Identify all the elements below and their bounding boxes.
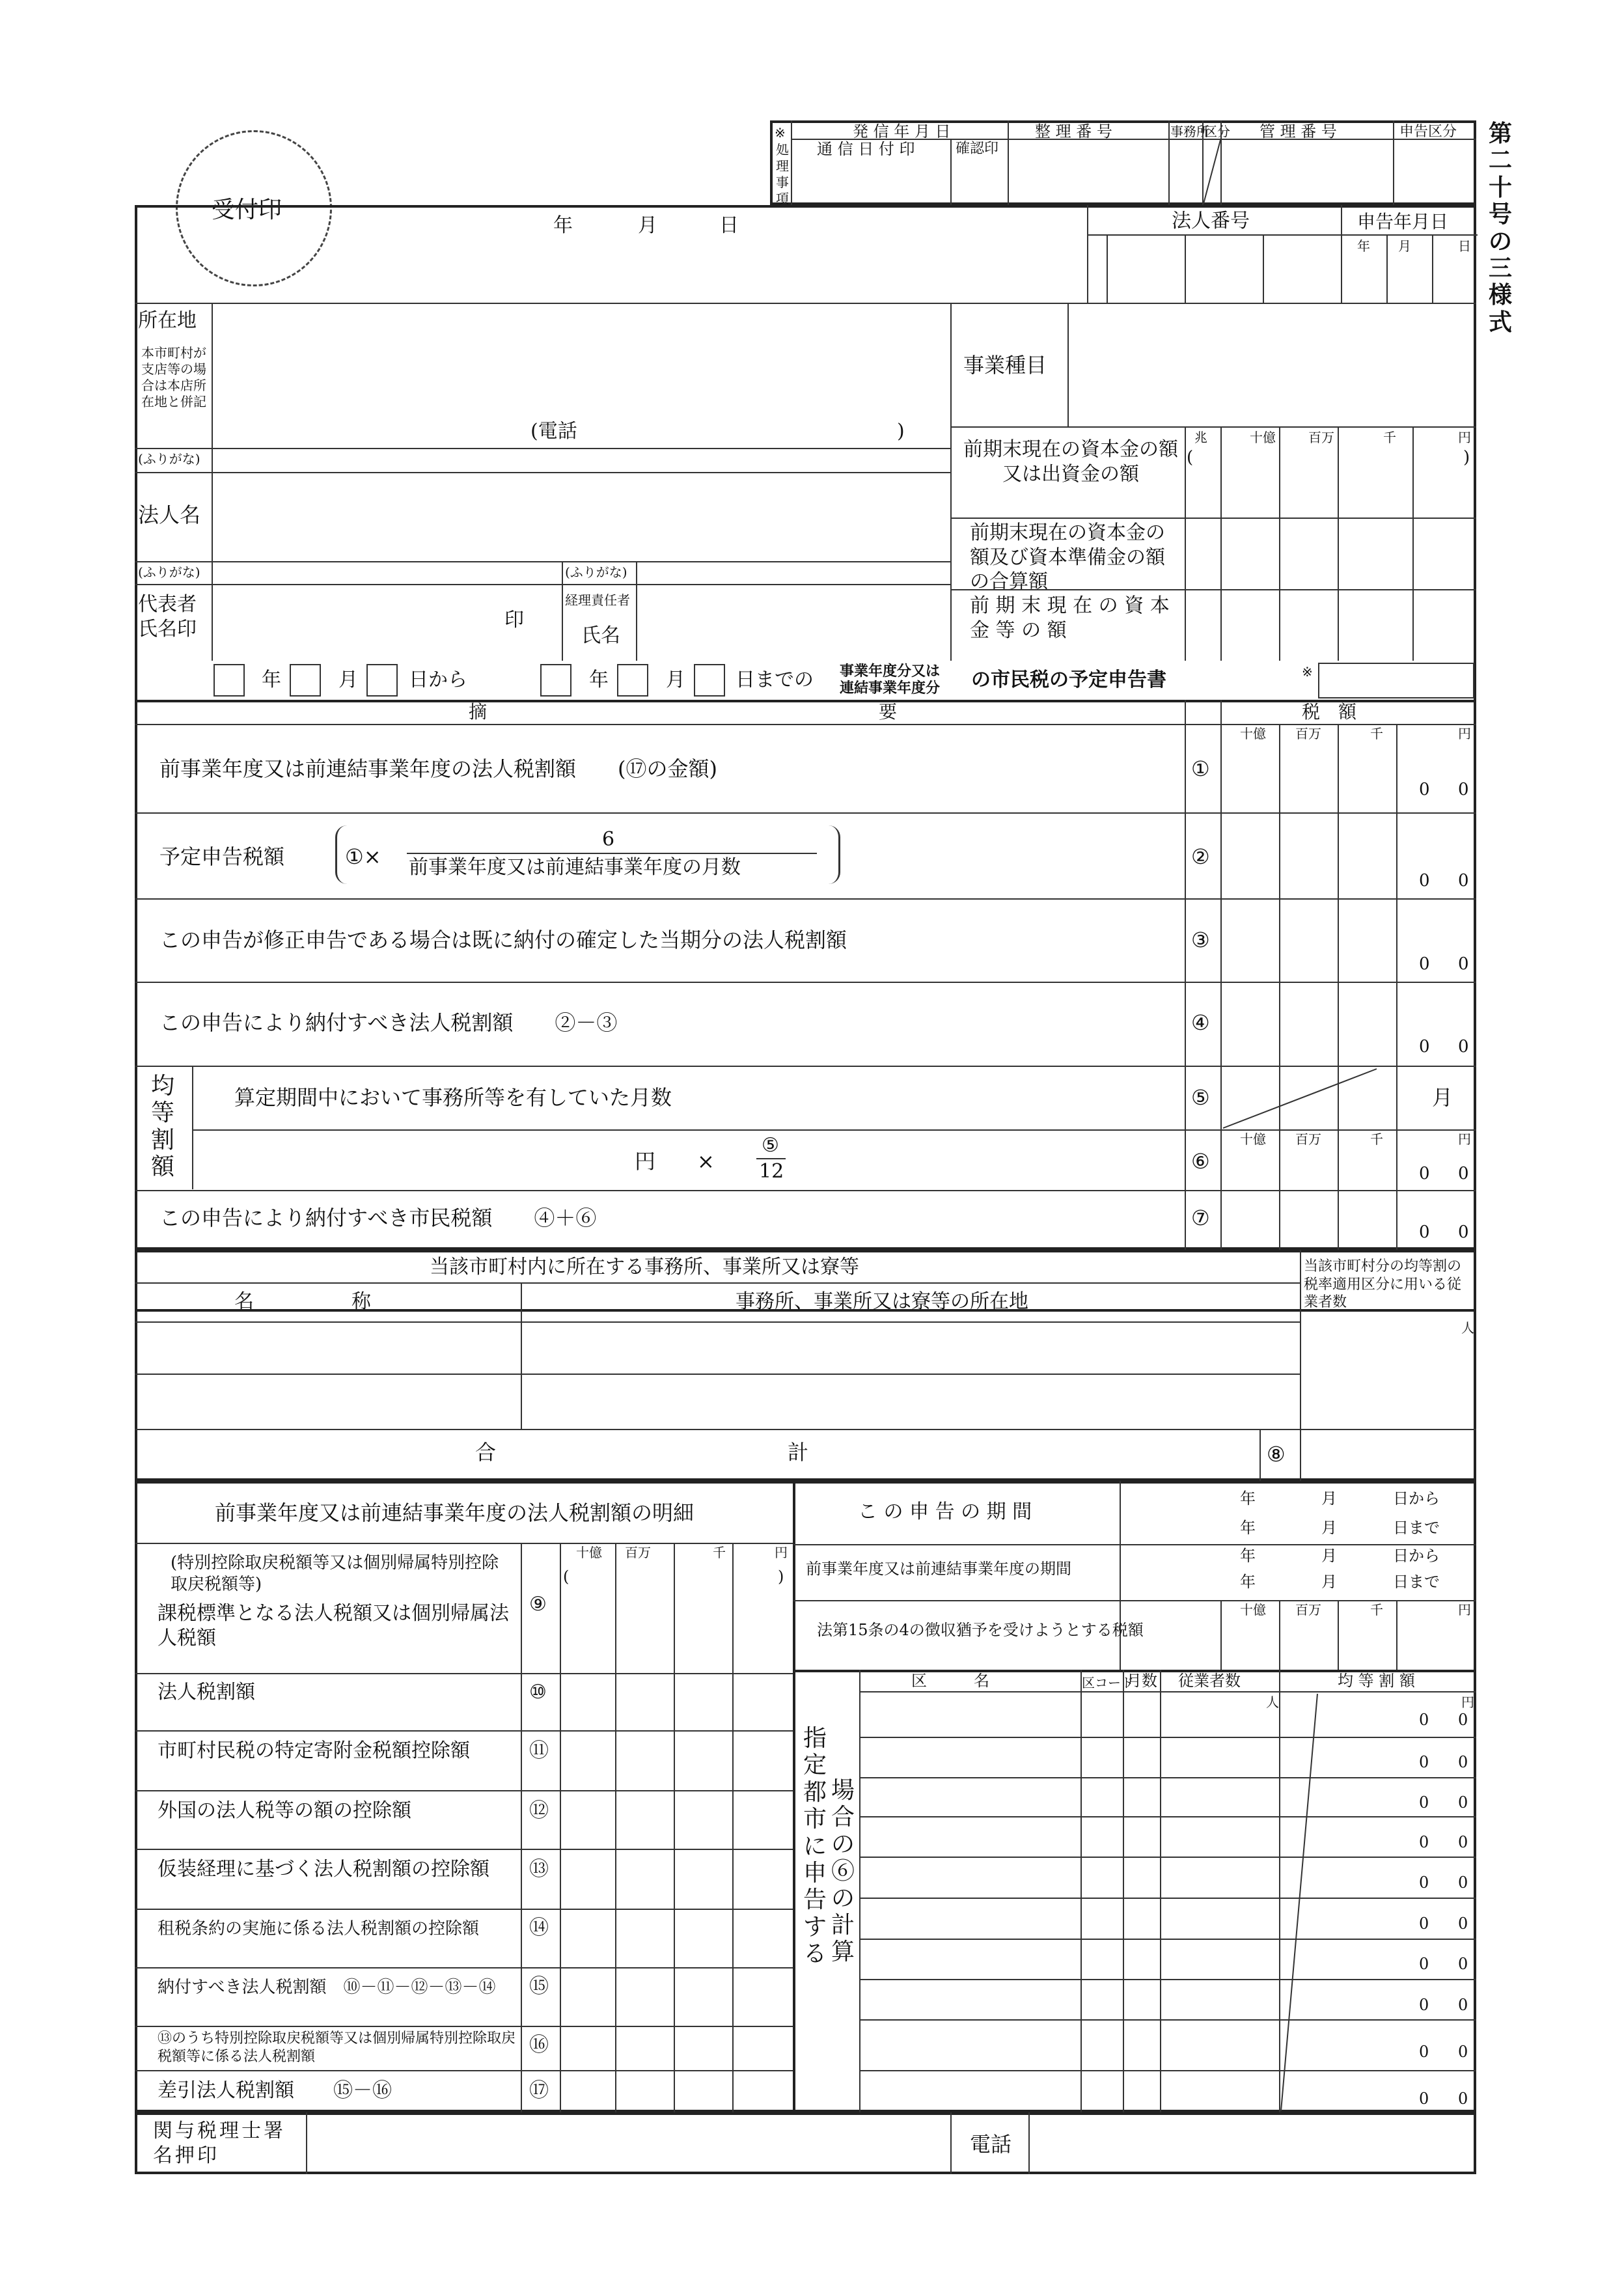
capital-paren-open: ( <box>1187 448 1194 467</box>
row12-no: ⑫ <box>529 1799 549 1822</box>
seiri-label: 整 理 番 号 <box>1035 122 1112 141</box>
period-office-box[interactable] <box>1318 663 1474 698</box>
office-label: 処理事項 <box>776 142 789 206</box>
seal-mark: 印 <box>504 609 524 631</box>
row6-yen-field[interactable] <box>195 1133 625 1188</box>
acct-label: 経理責任者 <box>565 592 630 608</box>
row17-text: 差引法人税割額 ⑮－⑯ <box>158 2079 392 2102</box>
row2-text: 予定申告税額 <box>159 844 285 869</box>
row3-zero-b: 0 <box>1458 954 1469 974</box>
row6-text: 円 × <box>635 1149 715 1174</box>
row13-amount[interactable] <box>562 1851 791 1906</box>
filing-d: 日 <box>1458 238 1471 254</box>
row16-amount[interactable] <box>562 2028 791 2068</box>
period-from-year-box[interactable] <box>213 664 245 697</box>
row1-no: ① <box>1191 756 1210 781</box>
row14-amount[interactable] <box>562 1911 791 1966</box>
city-col-code: 区コード <box>1082 1675 1134 1691</box>
row7-no: ⑦ <box>1191 1206 1210 1230</box>
deferral-unit-juoku: 十億 <box>1240 1602 1266 1618</box>
capital3-label: 前 期 末 現 在 の 資 本 金 等 の 額 <box>970 594 1170 642</box>
city-r8-zero-a: 0 <box>1419 1996 1429 2014</box>
period-from-m: 月 <box>338 669 358 691</box>
row6-unit-sen: 千 <box>1370 1131 1383 1147</box>
prev-to-m: 月 <box>1321 1573 1337 1591</box>
offices-total-emp[interactable] <box>1302 1431 1474 1479</box>
shinkoku-kubun-label: 申告区分 <box>1399 124 1457 140</box>
offices-addr-col: 事務所、事業所又は寮等の所在地 <box>736 1290 1028 1313</box>
row15-no: ⑮ <box>529 1975 549 1998</box>
row12-amount[interactable] <box>562 1792 791 1847</box>
city-r5-zero-b: 0 <box>1458 1873 1468 1892</box>
tsushin-label: 通 信 日 付 印 <box>817 140 915 158</box>
row2-amount[interactable] <box>1222 815 1474 896</box>
prev-from-suffix: 日から <box>1393 1547 1440 1565</box>
city-yen-unit: 円 <box>1461 1694 1474 1710</box>
this-to-m: 月 <box>1321 1519 1337 1537</box>
unit-hyakuman: 百万 <box>1308 430 1334 445</box>
row9-text: 課税標準となる法人税額又は個別帰属法人税額 <box>158 1602 509 1650</box>
row10-text: 法人税割額 <box>158 1681 255 1704</box>
row1-text: 前事業年度又は前連結事業年度の法人税割額 (⑰の金額) <box>159 756 717 781</box>
this-from-m: 月 <box>1321 1489 1337 1508</box>
kubun-small-label: 区分 <box>1204 124 1230 139</box>
period-to-year-box[interactable] <box>540 664 571 697</box>
kintou-label: 均等割額 <box>150 1073 174 1181</box>
accountant-label: 関与税理士署名押印 <box>153 2120 286 2167</box>
row4-amount[interactable] <box>1222 984 1474 1062</box>
capital2-field[interactable] <box>1186 519 1475 588</box>
row9-amount[interactable] <box>562 1562 791 1670</box>
offices-no8: ⑧ <box>1267 1442 1286 1467</box>
offices-emp-col: 当該市町村分の均等割の税率適用区分に用いる従業者数 <box>1304 1258 1462 1310</box>
corp-name-field[interactable] <box>213 474 949 559</box>
stamp-label: 受付印 <box>212 197 282 223</box>
capital2-label: 前期末現在の資本金の額及び資本準備金の額の合算額 <box>970 521 1165 593</box>
city-r7-zero-a: 0 <box>1419 1955 1429 1973</box>
rep-name-field[interactable] <box>213 586 558 659</box>
offices-title: 当該市町村内に所在する事務所、事業所又は寮等 <box>430 1256 859 1278</box>
business-field[interactable] <box>1071 306 1474 423</box>
row6-zero-b: 0 <box>1458 1164 1469 1183</box>
row7-text: この申告により納付すべき市民税額 ④＋⑥ <box>159 1206 597 1230</box>
tax-unit-juoku: 十億 <box>1240 726 1266 741</box>
city-vert-label2: 場合の⑥の計算 <box>831 1777 855 1966</box>
row5-month-unit: 月 <box>1432 1085 1453 1110</box>
acct-name-field[interactable] <box>638 586 949 659</box>
prev-to-suffix: 日まで <box>1393 1573 1440 1591</box>
row1-zero-b: 0 <box>1458 780 1469 799</box>
row10-no: ⑩ <box>529 1681 547 1704</box>
row4-text: この申告により納付すべき法人税割額 ②－③ <box>159 1010 618 1035</box>
col-zei: 税 額 <box>1302 701 1357 723</box>
offices-person-unit: 人 <box>1461 1320 1474 1336</box>
row10-amount[interactable] <box>562 1675 791 1728</box>
prev-period-label: 前事業年度又は前連結事業年度の期間 <box>806 1560 1071 1578</box>
offices-name-col: 名 称 <box>234 1290 371 1313</box>
city-r3-zero-b: 0 <box>1458 1793 1468 1812</box>
kanri-label: 管 理 番 号 <box>1259 122 1337 141</box>
row4-zero-a: 0 <box>1419 1037 1430 1057</box>
city-r6-zero-a: 0 <box>1419 1914 1429 1933</box>
deferral-label: 法第15条の4の徴収猶予を受けようとする税額 <box>817 1621 1144 1639</box>
row3-zero-a: 0 <box>1419 954 1430 974</box>
phone-close: ) <box>897 420 905 443</box>
accountant-phone-label: 電話 <box>970 2132 1012 2157</box>
row3-amount[interactable] <box>1222 901 1474 979</box>
tax-unit-en: 円 <box>1458 726 1471 741</box>
tax-unit-sen: 千 <box>1370 726 1383 741</box>
row16-no: ⑯ <box>529 2034 549 2056</box>
row3-no: ③ <box>1191 928 1210 952</box>
deferral-amount[interactable] <box>1123 1618 1474 1668</box>
capital3-field[interactable] <box>1186 591 1475 659</box>
unit-juoku: 十億 <box>1250 430 1276 445</box>
prev-period-field[interactable] <box>1123 1546 1474 1598</box>
city-rows-field[interactable] <box>861 1693 1474 2110</box>
period-to-month-box[interactable] <box>617 664 648 697</box>
this-from-y: 年 <box>1240 1489 1256 1508</box>
city-col-ku: 区 名 <box>911 1672 989 1690</box>
city-col-kintou: 均 等 割 額 <box>1338 1672 1415 1690</box>
row6-frac-den: 12 <box>759 1160 784 1183</box>
period-to-suffix: 日までの <box>736 669 814 691</box>
header-year: 年 <box>553 214 573 237</box>
row3-text: この申告が修正申告である場合は既に納付の確定した当期分の法人税割額 <box>159 928 847 952</box>
row1-amount[interactable] <box>1222 742 1474 807</box>
row11-amount[interactable] <box>562 1732 791 1788</box>
city-col-emp: 従業者数 <box>1178 1672 1241 1690</box>
col-tekiyo1: 摘 <box>469 701 488 723</box>
city-r10-zero-b: 0 <box>1458 2090 1468 2108</box>
city-r10-zero-a: 0 <box>1419 2090 1429 2108</box>
deferral-unit-sen: 千 <box>1370 1602 1383 1618</box>
address-field[interactable] <box>213 306 949 423</box>
deferral-unit-hyakuman: 百万 <box>1295 1602 1321 1618</box>
row15-text: 納付すべき法人税割額 ⑩－⑪－⑫－⑬－⑭ <box>158 1978 496 1997</box>
row11-no: ⑪ <box>529 1739 549 1762</box>
city-r2-zero-a: 0 <box>1419 1753 1429 1771</box>
corp-number-label: 法人番号 <box>1172 210 1250 232</box>
row4-no: ④ <box>1191 1010 1210 1035</box>
unit-en: 円 <box>1458 430 1471 445</box>
tax-unit-hyakuman: 百万 <box>1295 726 1321 741</box>
acct-name-label: 氏名 <box>581 624 620 647</box>
this-period-field[interactable] <box>1123 1484 1474 1543</box>
this-to-y: 年 <box>1240 1519 1256 1537</box>
furigana-rep: (ふりがな) <box>138 564 200 580</box>
capital1-label: 前期末現在の資本金の額又は出資金の額 <box>963 438 1178 486</box>
formula-numerator: 6 <box>602 828 615 851</box>
city-r7-zero-b: 0 <box>1458 1955 1468 1973</box>
period-type2: 連結事業年度分 <box>840 680 941 697</box>
row6-unit-hyakuman: 百万 <box>1295 1131 1321 1147</box>
office-row2-addr[interactable] <box>523 1375 1299 1428</box>
prev-from-y: 年 <box>1240 1547 1256 1565</box>
furigana-corp: (ふりがな) <box>138 451 200 467</box>
row1-zero-a: 0 <box>1419 780 1430 799</box>
row5-slash <box>1222 1068 1378 1129</box>
row14-no: ⑭ <box>529 1916 549 1939</box>
detail-unit-juoku: 十億 <box>576 1545 602 1560</box>
unit-cho: 兆 <box>1194 430 1207 445</box>
unit-sen: 千 <box>1383 430 1396 445</box>
corp-number-field[interactable] <box>1107 234 1341 303</box>
prev-to-y: 年 <box>1240 1573 1256 1591</box>
row5-text: 算定期間中において事務所等を有していた月数 <box>234 1085 672 1110</box>
detail-unit-sen: 千 <box>713 1545 726 1560</box>
city-r8-zero-b: 0 <box>1458 1996 1468 2014</box>
filing-m: 月 <box>1398 238 1411 254</box>
row7-amount[interactable] <box>1222 1193 1474 1248</box>
form-title: の市民税の予定申告書 <box>971 669 1166 691</box>
form-id: 第二十号の三様式 <box>1488 120 1512 336</box>
formula-prefix: ①× <box>345 844 381 869</box>
row15-amount[interactable] <box>562 1969 791 2024</box>
city-r6-zero-b: 0 <box>1458 1914 1468 1933</box>
city-r9-zero-a: 0 <box>1419 2043 1429 2061</box>
row9-note: (特別控除取戻税額等又は個別帰属特別控除取戻税額等) <box>171 1553 499 1594</box>
city-col-months: 月数 <box>1126 1672 1157 1690</box>
row14-text: 租税条約の実施に係る法人税割額の控除額 <box>158 1919 480 1939</box>
filing-y: 年 <box>1357 238 1370 254</box>
formula-denominator: 前事業年度又は前連結事業年度の月数 <box>409 856 741 879</box>
accountant-field[interactable] <box>309 2116 947 2171</box>
period-to-day-box[interactable] <box>694 664 725 697</box>
row6-unit-en: 円 <box>1458 1131 1471 1147</box>
city-r4-zero-a: 0 <box>1419 1833 1429 1851</box>
period-from-suffix: 日から <box>409 669 467 691</box>
city-r5-zero-a: 0 <box>1419 1873 1429 1892</box>
header-day: 日 <box>719 214 739 237</box>
row17-amount[interactable] <box>562 2072 791 2111</box>
this-to-suffix: 日まで <box>1393 1519 1440 1537</box>
city-r2-zero-b: 0 <box>1458 1753 1468 1771</box>
office-row1-name[interactable] <box>137 1323 519 1372</box>
city-r4-zero-b: 0 <box>1458 1833 1468 1851</box>
capital-paren-close: ) <box>1463 448 1470 467</box>
row4-zero-b: 0 <box>1458 1037 1469 1057</box>
row6-amount[interactable] <box>1222 1149 1474 1187</box>
city-r1-zero-b: 0 <box>1458 1711 1468 1729</box>
period-from-month-box[interactable] <box>290 664 321 697</box>
detail-unit-hyakuman: 百万 <box>625 1545 651 1560</box>
prev-from-m: 月 <box>1321 1547 1337 1565</box>
this-from-suffix: 日から <box>1393 1489 1440 1508</box>
detail-title: 前事業年度又は前連結事業年度の法人税割額の明細 <box>215 1500 695 1525</box>
filing-date-field[interactable] <box>1341 234 1476 303</box>
office-row1-emp[interactable] <box>1302 1320 1474 1372</box>
row6-unit-juoku: 十億 <box>1240 1131 1266 1147</box>
corp-name-label: 法人名 <box>138 503 201 527</box>
row5-no: ⑤ <box>1191 1085 1210 1110</box>
address-label: 所在地 <box>138 309 197 332</box>
period-to-m: 月 <box>666 669 685 691</box>
city-r9-zero-b: 0 <box>1458 2043 1468 2061</box>
city-vert-label1: 指定都市に申告する <box>803 1725 827 1968</box>
row16-text: ⑬のうち特別控除取戻税額等又は個別帰属特別控除取戻税額等に係る法人税割額 <box>158 2030 516 2065</box>
office-mark: ※ <box>775 125 786 141</box>
office-row1-addr[interactable] <box>523 1323 1299 1372</box>
header-month: 月 <box>638 214 657 237</box>
row2-no: ② <box>1191 844 1210 869</box>
capital1-field[interactable] <box>1186 443 1475 516</box>
accountant-phone-field[interactable] <box>1032 2116 1474 2171</box>
row11-text: 市町村民税の特定寄附金税額控除額 <box>158 1739 470 1762</box>
hassin-label: 発 信 年 月 日 <box>853 122 951 141</box>
this-period-label: こ の 申 告 の 期 間 <box>858 1500 1032 1523</box>
rep-name-label: 代表者氏名印 <box>138 593 197 641</box>
kakunin-label: 確認印 <box>956 141 999 157</box>
jimusho-label: 事務所 <box>1170 124 1209 139</box>
business-label: 事業種目 <box>963 353 1047 378</box>
row13-no: ⑬ <box>529 1858 549 1881</box>
row6-frac-num: ⑤ <box>762 1134 779 1157</box>
office-slash <box>1202 139 1222 205</box>
row6-no: ⑥ <box>1191 1149 1210 1174</box>
office-row2-name[interactable] <box>137 1375 519 1428</box>
row2-zero-b: 0 <box>1458 871 1469 891</box>
deferral-unit-en: 円 <box>1458 1602 1471 1618</box>
row6-zero-a: 0 <box>1419 1164 1430 1183</box>
row17-no: ⑰ <box>529 2079 549 2102</box>
row5-months[interactable] <box>1398 1068 1474 1126</box>
row7-zero-a: 0 <box>1419 1222 1430 1242</box>
furigana-acct: (ふりがな) <box>565 564 627 580</box>
office-row2-emp[interactable] <box>1302 1375 1474 1428</box>
period-to-y: 年 <box>589 669 609 691</box>
period-type1: 事業年度分又は <box>840 663 941 680</box>
city-r1-zero-a: 0 <box>1419 1711 1429 1729</box>
filing-date-label: 申告年月日 <box>1357 211 1449 232</box>
row2-zero-a: 0 <box>1419 871 1430 891</box>
period-office-mark: ※ <box>1302 664 1313 680</box>
phone-open: (電話 <box>530 420 577 443</box>
detail-paren-open: ( <box>563 1568 570 1586</box>
address-note: 本市町村が支店等の場合は本店所在地と併記 <box>141 345 206 409</box>
row9-no: ⑨ <box>529 1593 547 1616</box>
detail-unit-en: 円 <box>775 1545 788 1560</box>
period-from-day-box[interactable] <box>366 664 398 697</box>
row12-text: 外国の法人税等の額の控除額 <box>158 1799 411 1822</box>
city-r3-zero-a: 0 <box>1419 1793 1429 1812</box>
detail-paren-close: ) <box>778 1568 784 1586</box>
period-from-y: 年 <box>262 669 281 691</box>
col-tekiyo2: 要 <box>879 701 898 723</box>
row13-text: 仮装経理に基づく法人税割額の控除額 <box>158 1858 489 1881</box>
city-person-unit: 人 <box>1266 1694 1279 1710</box>
row7-zero-b: 0 <box>1458 1222 1469 1242</box>
offices-total-label: 合 計 <box>475 1440 809 1465</box>
